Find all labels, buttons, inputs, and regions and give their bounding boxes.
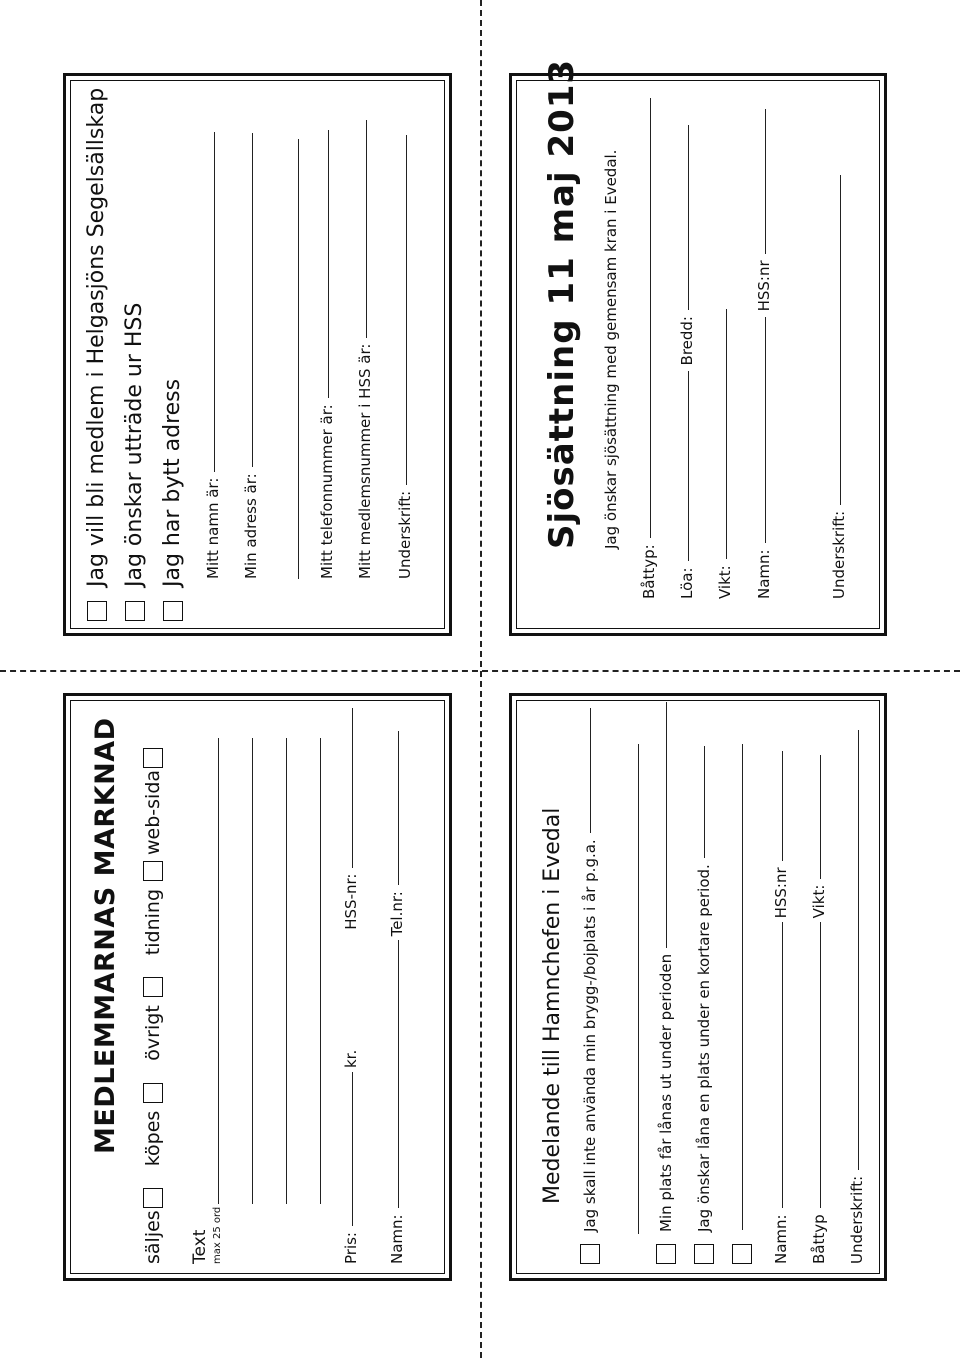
hss-number-line[interactable] <box>764 109 766 254</box>
period-line[interactable] <box>665 702 667 948</box>
weight-line[interactable] <box>725 309 727 559</box>
harbour-boat-field[interactable]: Båttyp Vikt: <box>812 755 827 1264</box>
width-line[interactable] <box>687 125 689 310</box>
checkbox-sell[interactable] <box>143 1188 163 1208</box>
checkbox[interactable] <box>87 601 107 621</box>
text-line-2[interactable] <box>252 738 253 1204</box>
hss-number-line[interactable] <box>781 751 783 861</box>
signature-line[interactable] <box>839 175 841 505</box>
harbour-signature-field[interactable]: Underskrift: <box>850 730 865 1264</box>
name-line[interactable] <box>764 317 766 543</box>
launch-subtitle: Jag önskar sjösättning med gemensam kran i Evedal. <box>602 149 620 549</box>
text-label: Text max 25 ord <box>190 1206 223 1264</box>
vertical-cut-line <box>480 0 482 1358</box>
checkbox-buy[interactable] <box>143 1083 163 1103</box>
launch-name-field[interactable]: Namn: HSS:nr <box>757 109 772 599</box>
loa-line[interactable] <box>687 371 689 561</box>
name-line[interactable] <box>781 922 783 1208</box>
launch-signature-field[interactable]: Underskrift: <box>832 175 847 599</box>
name-line[interactable] <box>213 132 215 472</box>
membership-option-address[interactable]: Jag har bytt adress <box>160 379 185 621</box>
harbour-extra[interactable] <box>732 744 752 1264</box>
boat-type-line[interactable] <box>819 922 821 1208</box>
name-field[interactable]: Mitt namn är: <box>206 132 221 579</box>
address-line-2[interactable] <box>298 139 299 579</box>
name-line[interactable] <box>397 940 399 1208</box>
borrow-period-line[interactable] <box>703 746 705 858</box>
harbour-option-lend[interactable]: Min plats får lånas ut under perioden <box>656 702 676 1264</box>
hss-number-line[interactable] <box>351 708 353 868</box>
member-number-line[interactable] <box>365 120 367 338</box>
extra-line[interactable] <box>741 744 743 1230</box>
checkbox-website[interactable] <box>143 748 163 768</box>
weight-field[interactable]: Vikt: <box>718 309 733 599</box>
checkbox[interactable] <box>694 1244 714 1264</box>
harbour-option-not-using[interactable]: Jag skall inte använda min brygg-/bojplats i år p.g.a. <box>580 708 600 1264</box>
signature-line[interactable] <box>857 730 859 1170</box>
signature-line[interactable] <box>405 135 407 485</box>
reason-line-2[interactable] <box>638 744 639 1234</box>
price-line[interactable] <box>351 1072 353 1226</box>
boat-type-line[interactable] <box>649 98 651 538</box>
address-field[interactable]: Min adress är: <box>244 133 259 579</box>
market-name-field[interactable]: Namn: Tel.nr: <box>390 731 405 1264</box>
text-line-1[interactable] <box>218 738 219 1204</box>
checkbox[interactable] <box>732 1244 752 1264</box>
launch-card <box>509 58 887 636</box>
membership-option-leave[interactable]: Jag önskar utträde ur HSS <box>122 303 147 621</box>
text-line-4[interactable] <box>320 738 321 1204</box>
text-line-3[interactable] <box>286 738 287 1204</box>
membership-signature-field[interactable]: Underskrift: <box>398 135 413 579</box>
weight-line[interactable] <box>819 755 821 879</box>
harbour-option-borrow[interactable]: Jag önskar låna en plats under en kortare period. <box>694 746 714 1264</box>
checkbox-other[interactable] <box>143 977 163 997</box>
address-line[interactable] <box>251 133 253 467</box>
market-card <box>63 693 452 1281</box>
price-field[interactable]: Pris: kr. HSS-nr: <box>344 708 359 1264</box>
phone-field[interactable]: Mitt telefonnummer är: <box>320 130 335 579</box>
member-number-field[interactable]: Mitt medlemsnummer i HSS är: <box>358 120 373 579</box>
checkbox-magazine[interactable] <box>143 861 163 881</box>
category-row: säljes köpes övrigt tidning web-sida <box>142 748 164 1264</box>
reason-line[interactable] <box>589 708 591 833</box>
harbour-card <box>509 693 887 1281</box>
boat-type-field[interactable]: Båttyp: <box>642 98 657 599</box>
checkbox[interactable] <box>163 601 183 621</box>
phone-line[interactable] <box>327 130 329 398</box>
phone-line[interactable] <box>397 731 399 885</box>
launch-title: Sjösättning 11 maj 2013 <box>542 58 582 549</box>
horizontal-cut-line <box>0 670 960 672</box>
harbour-name-field[interactable]: Namn: HSS:nr <box>774 751 789 1264</box>
membership-option-join[interactable]: Jag vill bli medlem i Helgasjöns Segelsällskap <box>84 88 109 621</box>
checkbox[interactable] <box>656 1244 676 1264</box>
membership-card <box>63 73 452 636</box>
checkbox[interactable] <box>125 601 145 621</box>
loa-field[interactable]: Löa: Bredd: <box>680 125 695 599</box>
market-title: MEDLEMMARNAS MARKNAD <box>90 717 121 1154</box>
checkbox[interactable] <box>580 1244 600 1264</box>
harbour-title: Medelande till Hamnchefen i Evedal <box>540 807 565 1204</box>
